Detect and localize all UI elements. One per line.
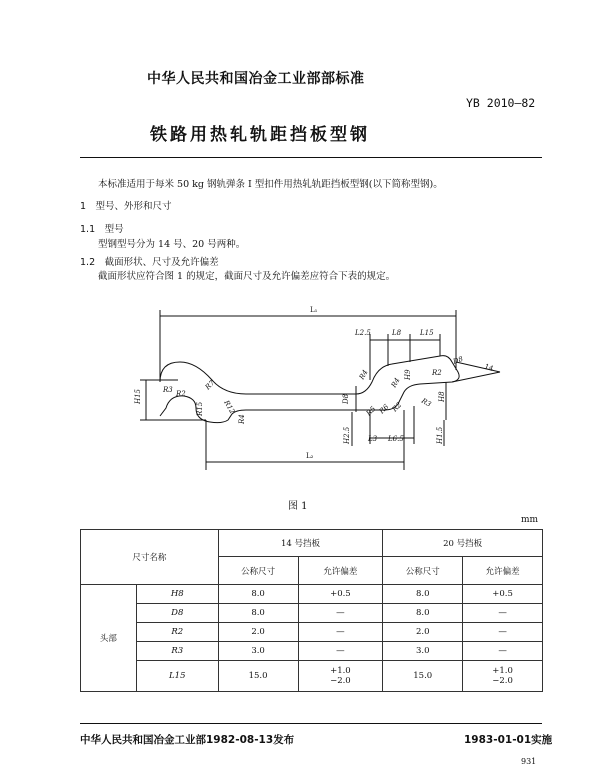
- header-nominal-20: 公称尺寸: [383, 557, 463, 585]
- cell-nominal-14: 2.0: [218, 623, 298, 642]
- radius-r2-a: R2: [176, 390, 186, 398]
- section-1-2-text: 截面形状应符合图 1 的规定，截面尺寸及允许偏差应符合下表的规定。: [98, 271, 396, 282]
- cell-tolerance-14: —: [298, 604, 383, 623]
- cell-nominal-14: 15.0: [218, 661, 298, 692]
- row-code: R3: [136, 642, 218, 661]
- angle-14: 14: [483, 362, 495, 373]
- cell-tolerance-20: [463, 661, 543, 692]
- page-number: 931: [521, 757, 537, 766]
- radius-r5: R5: [364, 404, 378, 418]
- table-row: [81, 661, 543, 692]
- cell-nominal-14: 3.0: [218, 642, 298, 661]
- dim-h15: H15: [134, 388, 142, 404]
- cell-nominal-14: 8.0: [218, 604, 298, 623]
- cell-tolerance-14: —: [298, 642, 383, 661]
- dim-l8: L8: [392, 329, 402, 337]
- dim-h2-5: H2.5: [343, 426, 351, 444]
- radius-r3: R3: [163, 386, 173, 394]
- effective-date: 1983-01-01实施: [464, 734, 553, 746]
- issuing-authority: 中华人民共和国冶金工业部部标准: [147, 71, 365, 87]
- table-row: [81, 623, 543, 642]
- radius-r7: R7: [203, 378, 217, 392]
- dim-l6-5: L6.5: [388, 435, 404, 443]
- table-unit: mm: [521, 515, 539, 525]
- cell-tolerance-20: —: [463, 623, 543, 642]
- cell-tolerance-20: —: [463, 642, 543, 661]
- section-1-1-text: 型钢型号分为 14 号、20 号两种。: [98, 239, 246, 250]
- dimension-table: [80, 529, 543, 692]
- tolerance-upper: +1.0: [330, 666, 351, 676]
- header-tolerance-20: 允许偏差: [463, 557, 543, 585]
- radius-r6: R6: [377, 402, 391, 416]
- intro-paragraph: 本标准适用于每米 50 kg 钢轨弹条 I 型扣件用热轧轨距挡板型钢(以下简称型钢)。: [98, 179, 443, 190]
- radius-r15: R15: [196, 401, 204, 416]
- header-group-14: 14 号挡板: [218, 530, 383, 557]
- radius-r3-b: R3: [420, 396, 433, 409]
- header-nominal-14: 公称尺寸: [218, 557, 298, 585]
- dim-l2-5: L2.5: [355, 329, 371, 337]
- table-row: [81, 642, 543, 661]
- cell-tolerance-14: [298, 661, 383, 692]
- radius-r12: R12: [222, 399, 237, 416]
- cell-nominal-20: 3.0: [383, 642, 463, 661]
- section-1-heading: 1 型号、外形和尺寸: [80, 201, 172, 212]
- dim-l2: L₂: [306, 452, 314, 460]
- figure-caption: 图 1: [288, 501, 308, 512]
- radius-r4-b: R4: [357, 368, 370, 381]
- section-1-2-heading: 1.2 截面形状、尺寸及允许偏差: [80, 257, 219, 268]
- header-group-20: 20 号挡板: [383, 530, 543, 557]
- header-dimension-name: 尺寸名称: [81, 530, 219, 585]
- dim-l15: L15: [420, 329, 434, 337]
- cell-nominal-20: 15.0: [383, 661, 463, 692]
- cell-nominal-20: 8.0: [383, 604, 463, 623]
- row-code: L15: [136, 661, 218, 692]
- issue-statement: 中华人民共和国冶金工业部1982-08-13发布: [80, 734, 295, 746]
- cell-nominal-20: 2.0: [383, 623, 463, 642]
- footer-rule: [80, 723, 542, 724]
- tolerance-upper: +1.0: [492, 666, 513, 676]
- dim-h9: H9: [404, 369, 412, 380]
- document-title: 铁路用热轧轨距挡板型钢: [150, 125, 370, 145]
- row-code: R2: [136, 623, 218, 642]
- dim-d8-b: D8: [451, 354, 465, 366]
- table-row: [81, 604, 543, 623]
- radius-r4-a: R4: [238, 414, 246, 424]
- radius-r2-c: R2: [390, 400, 404, 414]
- radius-r4-c: R4: [389, 376, 402, 389]
- cell-tolerance-14: +0.5: [298, 585, 383, 604]
- dim-h1-5: H1.5: [436, 426, 444, 444]
- cell-tolerance-20: —: [463, 604, 543, 623]
- tolerance-lower: −2.0: [330, 676, 351, 686]
- dim-l3: L3: [368, 435, 378, 443]
- section-1-1-heading: 1.1 型号: [80, 224, 124, 235]
- row-code: H8: [136, 585, 218, 604]
- dim-d8-a: D8: [342, 393, 350, 404]
- row-code: D8: [136, 604, 218, 623]
- header-tolerance-14: 允许偏差: [298, 557, 383, 585]
- standard-number: YB 2010—82: [466, 96, 536, 110]
- dim-h8: H8: [438, 391, 446, 402]
- cell-nominal-14: 8.0: [218, 585, 298, 604]
- cell-nominal-20: 8.0: [383, 585, 463, 604]
- tolerance-lower: −2.0: [492, 676, 513, 686]
- row-group-head: 头部: [81, 585, 137, 692]
- table-row: [81, 585, 543, 604]
- radius-r2-b: R2: [432, 369, 442, 377]
- dim-l1: L₁: [310, 306, 318, 314]
- cell-tolerance-20: +0.5: [463, 585, 543, 604]
- cell-tolerance-14: —: [298, 623, 383, 642]
